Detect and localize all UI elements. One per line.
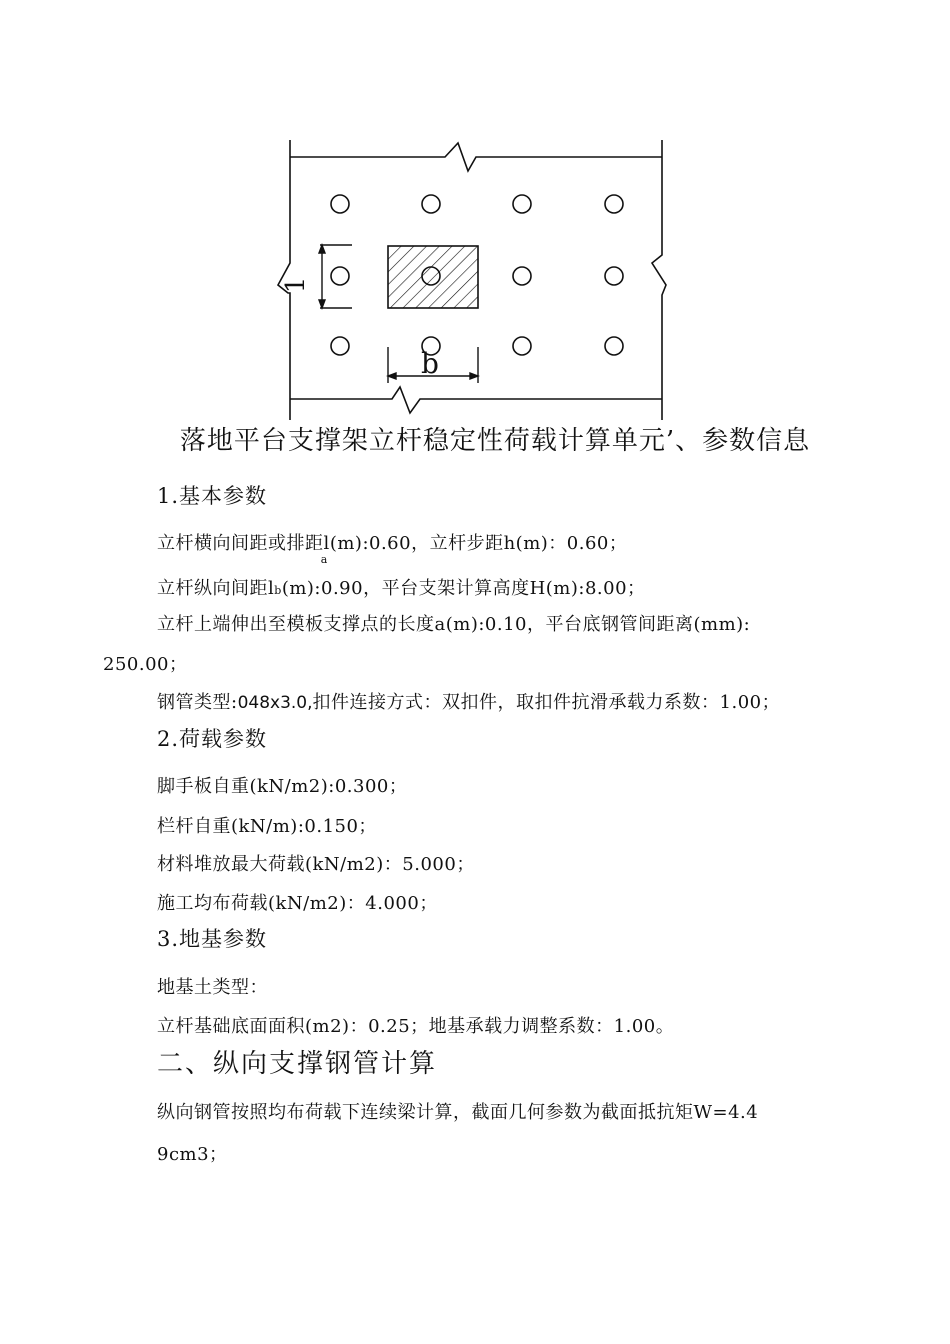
param-line-longitudinal-spacing: 立杆纵向间距lb(m):0.90，平台支架计算高度H(m):8.00；	[157, 578, 646, 599]
pole-circle	[513, 267, 531, 285]
hatched-column-base	[388, 246, 478, 308]
dimension-label-l: 1	[281, 276, 311, 294]
pole-circle	[513, 337, 531, 355]
section-title: 落地平台支撑架立杆稳定性荷载计算单元’、参数信息	[179, 426, 811, 456]
param-line-transverse-spacing: 立杆横向间距或排距$l_a(m):0.60$，立杆步距h(m)：0.60；	[157, 533, 628, 566]
load-item: 施工均布荷载(kN/m2)：4.000；	[157, 893, 438, 914]
support-layout-diagram	[270, 135, 670, 425]
load-item: 栏杆自重(kN/m):0.150；	[157, 816, 377, 837]
dimension-label-b: b	[421, 347, 439, 380]
heading-load-params: 2.荷载参数	[157, 727, 268, 751]
chapter-heading: 二、纵向支撑钢管计算	[157, 1049, 438, 1079]
pole-circle	[605, 195, 623, 213]
pole-circle	[422, 195, 440, 213]
pole-circle	[605, 267, 623, 285]
frame-top-edge	[290, 143, 662, 171]
load-item: 脚手板自重(kN/m2):0.300；	[157, 776, 408, 797]
param-line-steel-tube-type: 钢管类型:048x3.0,扣件连接方式：双扣件，取扣件抗滑承载力系数：1.00；	[157, 692, 781, 713]
foundation-item: 立杆基础底面面积(m2)：0.25；地基承载力调整系数：1.00。	[157, 1016, 675, 1037]
heading-basic-params: 1.基本参数	[157, 484, 268, 508]
load-item: 材料堆放最大荷载(kN/m2)：5.000；	[157, 854, 475, 875]
param-line-extension-length: 立杆上端伸出至模板支撑点的长度a(m):0.10，平台底钢管间距离(mm):	[157, 614, 751, 635]
pole-circle	[513, 195, 531, 213]
heading-foundation-params: 3.地基参数	[157, 927, 268, 951]
frame-bottom-edge	[290, 387, 662, 413]
pole-circle	[605, 337, 623, 355]
paragraph-line: 9cm3；	[157, 1144, 228, 1165]
pole-circle	[331, 195, 349, 213]
foundation-item: 地基土类型：	[157, 977, 268, 998]
frame-right-edge	[652, 140, 666, 420]
pole-circle	[331, 267, 349, 285]
param-line-extension-length-cont: 250.00；	[103, 654, 188, 675]
paragraph-line: 纵向钢管按照均布荷载下连续梁计算，截面几何参数为截面抵抗矩W=4.4	[157, 1102, 759, 1123]
pole-circle	[331, 337, 349, 355]
